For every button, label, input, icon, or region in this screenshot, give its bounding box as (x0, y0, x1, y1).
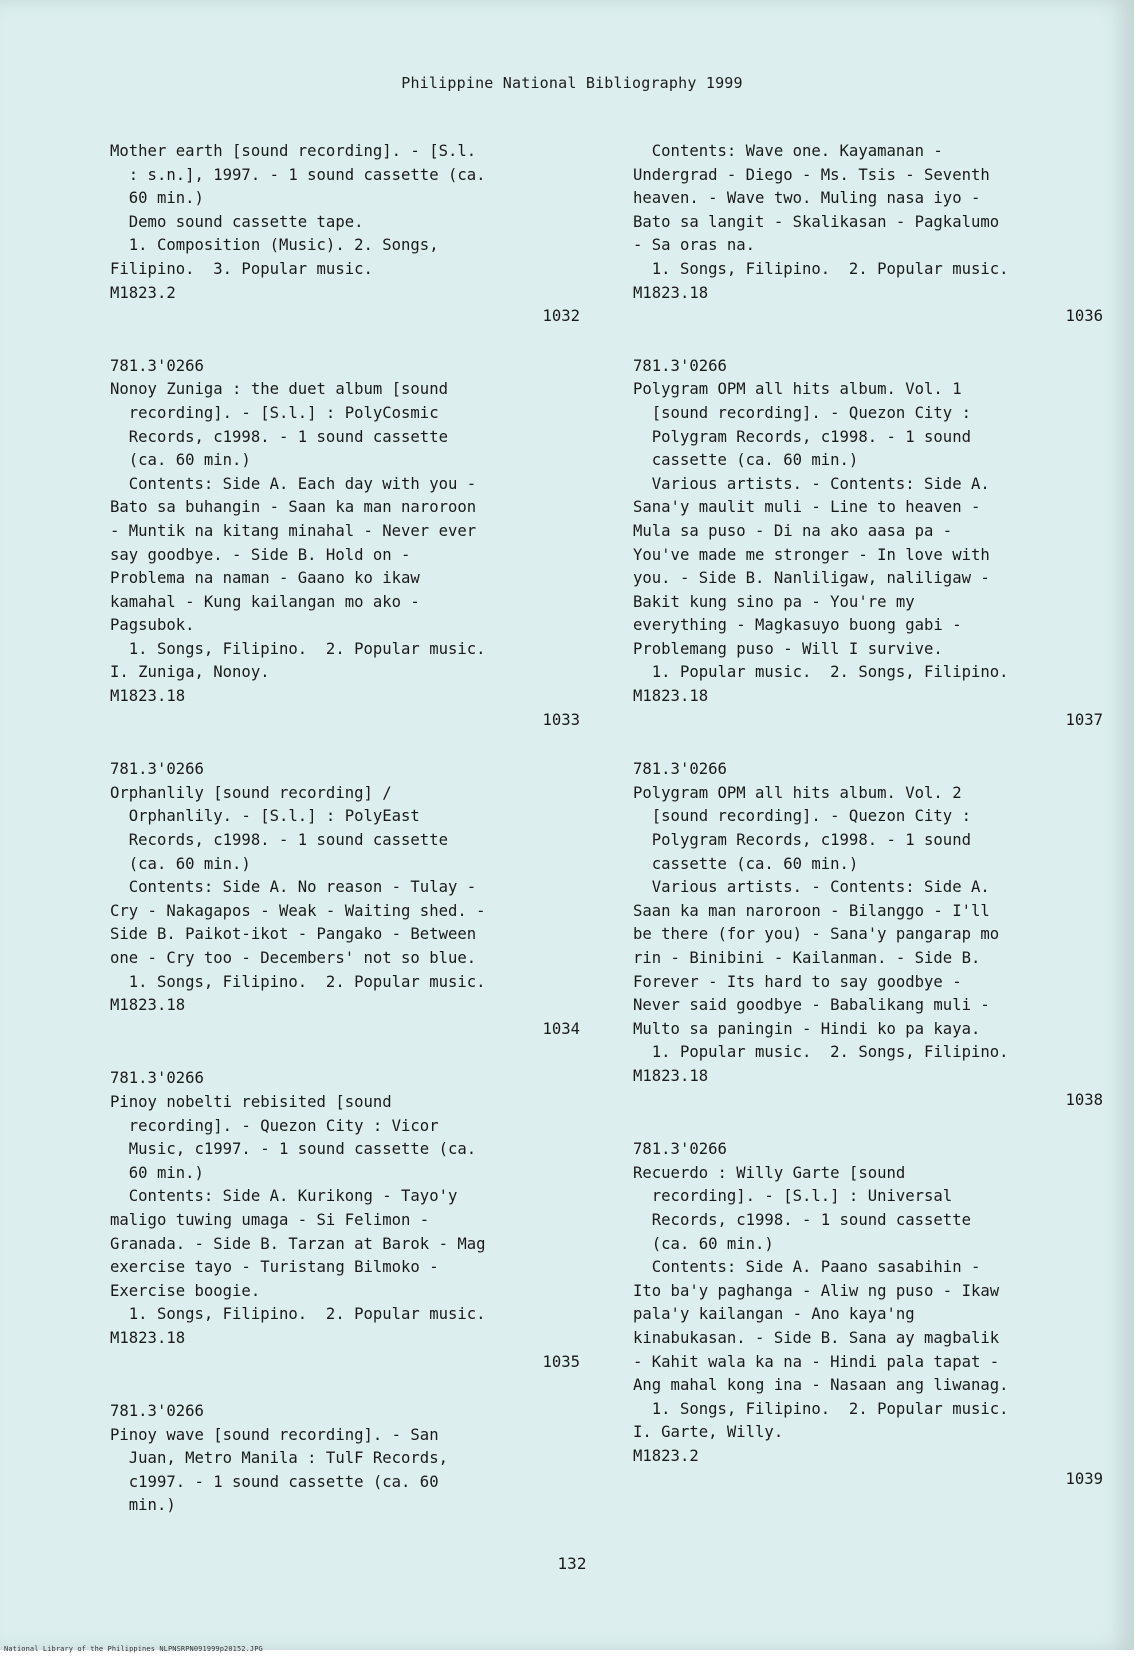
page-number: 132 (557, 1554, 587, 1573)
entry-line: Records, c1998. - 1 sound cassette (633, 1210, 971, 1229)
entry-line: Polygram Records, c1998. - 1 sound (633, 831, 971, 850)
entry-line: rin - Binibini - Kailanman. - Side B. (633, 949, 981, 967)
entry-line: Mula sa puso - Di na ako aasa pa - (633, 521, 953, 540)
entry-line: Pagsubok. (110, 616, 195, 635)
entry-line: (ca. 60 min.) (110, 854, 251, 873)
entry-line: Ito ba'y paghanga - Aliw ng puso - Ikaw (633, 1281, 1000, 1300)
entry-line: maligo tuwing umaga - Si Felimon - (110, 1210, 430, 1229)
entry-line: Pinoy nobelti rebisited [sound (110, 1092, 392, 1111)
entry-line: Forever - Its hard to say goodbye - (633, 972, 962, 991)
entry-line: Problemang puso - Will I survive. (633, 639, 943, 658)
entry-line: recording]. - [S.l.] : PolyCosmic (110, 403, 439, 422)
entry-line: Records, c1998. - 1 sound cassette (110, 427, 448, 446)
entry-line: Demo sound cassette tape. (110, 212, 364, 231)
entry-line: Granada. - Side B. Tarzan at Barok - Mag (110, 1234, 486, 1253)
entry-line: - Sa oras na. (633, 236, 756, 255)
entry-line: 781.3'0266 (633, 356, 727, 375)
entry-line: Contents: Side A. Paano sasabihin - (633, 1258, 981, 1277)
entry-line: (ca. 60 min.) (633, 1234, 774, 1253)
bibliography-entry (633, 140, 1105, 329)
scan-footer: National Library of the Philippines NLPNSRPN091999p20152.JPG (4, 1645, 263, 1653)
bibliography-entry (110, 758, 582, 1041)
entry-line: 781.3'0266 (633, 760, 727, 779)
entry-line: Various artists. - Contents: Side A. (633, 878, 990, 897)
entry-line: 1. Popular music. 2. Songs, Filipino. (633, 663, 1009, 682)
entry-line: Various artists. - Contents: Side A. (633, 474, 990, 493)
entry-line: Polygram Records, c1998. - 1 sound (633, 427, 971, 446)
entry-number: 1039 (1065, 1470, 1103, 1489)
entry-line: Nonoy Zuniga : the duet album [sound (110, 380, 448, 399)
entry-line: 781.3'0266 (110, 356, 204, 375)
entry-line: you. - Side B. Nanliligaw, naliligaw - (633, 569, 990, 588)
entry-number: 1038 (1065, 1090, 1103, 1109)
entry-line: 781.3'0266 (110, 1402, 204, 1421)
entry-line: M1823.18 (110, 687, 186, 706)
left-column (110, 140, 582, 1518)
entry-line: Never said goodbye - Babalikang muli - (633, 996, 990, 1015)
entry-line: Ang mahal kong ina - Nasaan ang liwanag. (633, 1376, 1009, 1395)
entry-line: Recuerdo : Willy Garte [sound (633, 1163, 906, 1182)
entry-gap (110, 732, 582, 758)
entry-number: 1032 (542, 307, 580, 326)
entry-gap (110, 329, 582, 355)
entry-line: 1. Composition (Music). 2. Songs, (110, 236, 439, 255)
entry-line: Undergrad - Diego - Ms. Tsis - Seventh (633, 165, 990, 184)
entry-line: - Kahit wala ka na - Hindi pala tapat - (633, 1352, 1000, 1371)
entry-line: M1823.2 (633, 1446, 699, 1465)
entry-number: 1037 (1065, 710, 1103, 729)
entry-line: Records, c1998. - 1 sound cassette (110, 831, 448, 850)
bibliography-entry (633, 355, 1105, 733)
entry-gap (633, 732, 1105, 758)
entry-line: 781.3'0266 (110, 760, 204, 779)
entry-line: Cry - Nakagapos - Weak - Waiting shed. - (110, 901, 486, 920)
entry-line: [sound recording]. - Quezon City : (633, 807, 971, 826)
entry-line: Music, c1997. - 1 sound cassette (ca. (110, 1140, 477, 1159)
entry-gap (633, 1112, 1105, 1138)
bibliography-entry (110, 1067, 582, 1374)
entry-line: 1. Songs, Filipino. 2. Popular music. (110, 1305, 486, 1324)
entry-line: recording]. - [S.l.] : Universal (633, 1187, 953, 1206)
entry-line: You've made me stronger - In love with (633, 545, 990, 564)
entry-line: Polygram OPM all hits album. Vol. 2 (633, 783, 962, 802)
entry-line: Bato sa langit - Skalikasan - Pagkalumo (633, 212, 1000, 231)
entry-line: M1823.18 (110, 1328, 186, 1347)
entry-line: kinabukasan. - Side B. Sana ay magbalik (633, 1328, 1000, 1347)
entry-line: I. Garte, Willy. (633, 1423, 784, 1442)
entry-line: one - Cry too - Decembers' not so blue. (110, 949, 477, 967)
entry-line: 781.3'0266 (633, 1140, 727, 1159)
entry-line: heaven. - Wave two. Muling nasa iyo - (633, 189, 981, 208)
entry-line: Bato sa buhangin - Saan ka man naroroon (110, 498, 477, 517)
entry-line: cassette (ca. 60 min.) (633, 854, 859, 873)
entry-line: 60 min.) (110, 1163, 204, 1182)
entry-line: Contents: Side A. Each day with you - (110, 474, 477, 493)
entry-line: recording]. - Quezon City : Vicor (110, 1116, 439, 1135)
entry-line: M1823.18 (110, 996, 186, 1015)
entry-line: 1. Songs, Filipino. 2. Popular music. (110, 972, 486, 991)
bibliography-entry (633, 758, 1105, 1112)
entry-line: exercise tayo - Turistang Bilmoko - (110, 1258, 439, 1277)
entry-number: 1036 (1065, 307, 1103, 326)
entry-line: be there (for you) - Sana'y pangarap mo (633, 925, 1000, 944)
entry-gap (110, 1041, 582, 1067)
entry-line: kamahal - Kung kailangan mo ako - (110, 592, 420, 611)
entry-line: I. Zuniga, Nonoy. (110, 663, 270, 682)
entry-line: 60 min.) (110, 189, 204, 208)
bibliography-entry (110, 1400, 582, 1518)
page-header: Philippine National Bibliography 1999 (401, 74, 743, 92)
entry-line: Multo sa paningin - Hindi ko pa kaya. (633, 1019, 981, 1038)
entry-line: 1. Songs, Filipino. 2. Popular music. (633, 259, 1009, 278)
entry-line: Contents: Wave one. Kayamanan - (633, 142, 943, 160)
entry-line: say goodbye. - Side B. Hold on - (110, 545, 411, 564)
entry-line: Problema na naman - Gaano ko ikaw (110, 569, 420, 588)
entry-line: Side B. Paikot-ikot - Pangako - Between (110, 925, 477, 944)
entry-line: - Muntik na kitang minahal - Never ever (110, 521, 477, 540)
entry-line: Exercise boogie. (110, 1281, 261, 1300)
entry-line: : s.n.], 1997. - 1 sound cassette (ca. (110, 165, 486, 184)
entry-line: M1823.2 (110, 283, 176, 302)
entry-line: M1823.18 (633, 283, 709, 302)
right-column (633, 140, 1105, 1492)
entry-line: Bakit kung sino pa - You're my (633, 592, 915, 611)
entry-line: pala'y kailangan - Ano kaya'ng (633, 1305, 915, 1324)
entry-line: [sound recording]. - Quezon City : (633, 403, 971, 422)
entry-gap (110, 1374, 582, 1400)
entry-line: 781.3'0266 (110, 1069, 204, 1088)
bibliography-entry (110, 355, 582, 733)
entry-line: c1997. - 1 sound cassette (ca. 60 (110, 1472, 439, 1491)
entry-line: Contents: Side A. Kurikong - Tayo'y (110, 1187, 458, 1206)
entry-number: 1034 (542, 1019, 580, 1038)
entry-line: Pinoy wave [sound recording]. - San (110, 1425, 439, 1444)
entry-line: 1. Popular music. 2. Songs, Filipino. (633, 1043, 1009, 1062)
entry-gap (633, 329, 1105, 355)
entry-line: Contents: Side A. No reason - Tulay - (110, 878, 477, 897)
entry-line: everything - Magkasuyo buong gabi - (633, 616, 962, 635)
entry-line: 1. Songs, Filipino. 2. Popular music. (110, 639, 486, 658)
entry-line: Juan, Metro Manila : TulF Records, (110, 1449, 448, 1468)
entry-line: Orphanlily. - [S.l.] : PolyEast (110, 807, 420, 826)
entry-line: cassette (ca. 60 min.) (633, 451, 859, 470)
entry-line: Polygram OPM all hits album. Vol. 1 (633, 380, 962, 399)
entry-line: 1. Songs, Filipino. 2. Popular music. (633, 1399, 1009, 1418)
entry-line: min.) (110, 1496, 176, 1515)
entry-line: M1823.18 (633, 1066, 709, 1085)
entry-line: (ca. 60 min.) (110, 451, 251, 470)
entry-line: Sana'y maulit muli - Line to heaven - (633, 498, 981, 517)
entry-number: 1033 (542, 710, 580, 729)
entry-line: Filipino. 3. Popular music. (110, 259, 373, 278)
entry-line: M1823.18 (633, 687, 709, 706)
bibliography-entry (110, 140, 582, 329)
entry-line: Orphanlily [sound recording] / (110, 783, 392, 802)
entry-line: Saan ka man naroroon - Bilanggo - I'll (633, 901, 990, 920)
entry-number: 1035 (542, 1352, 580, 1371)
entry-line: Mother earth [sound recording]. - [S.l. (110, 142, 477, 160)
bibliography-entry (633, 1138, 1105, 1492)
